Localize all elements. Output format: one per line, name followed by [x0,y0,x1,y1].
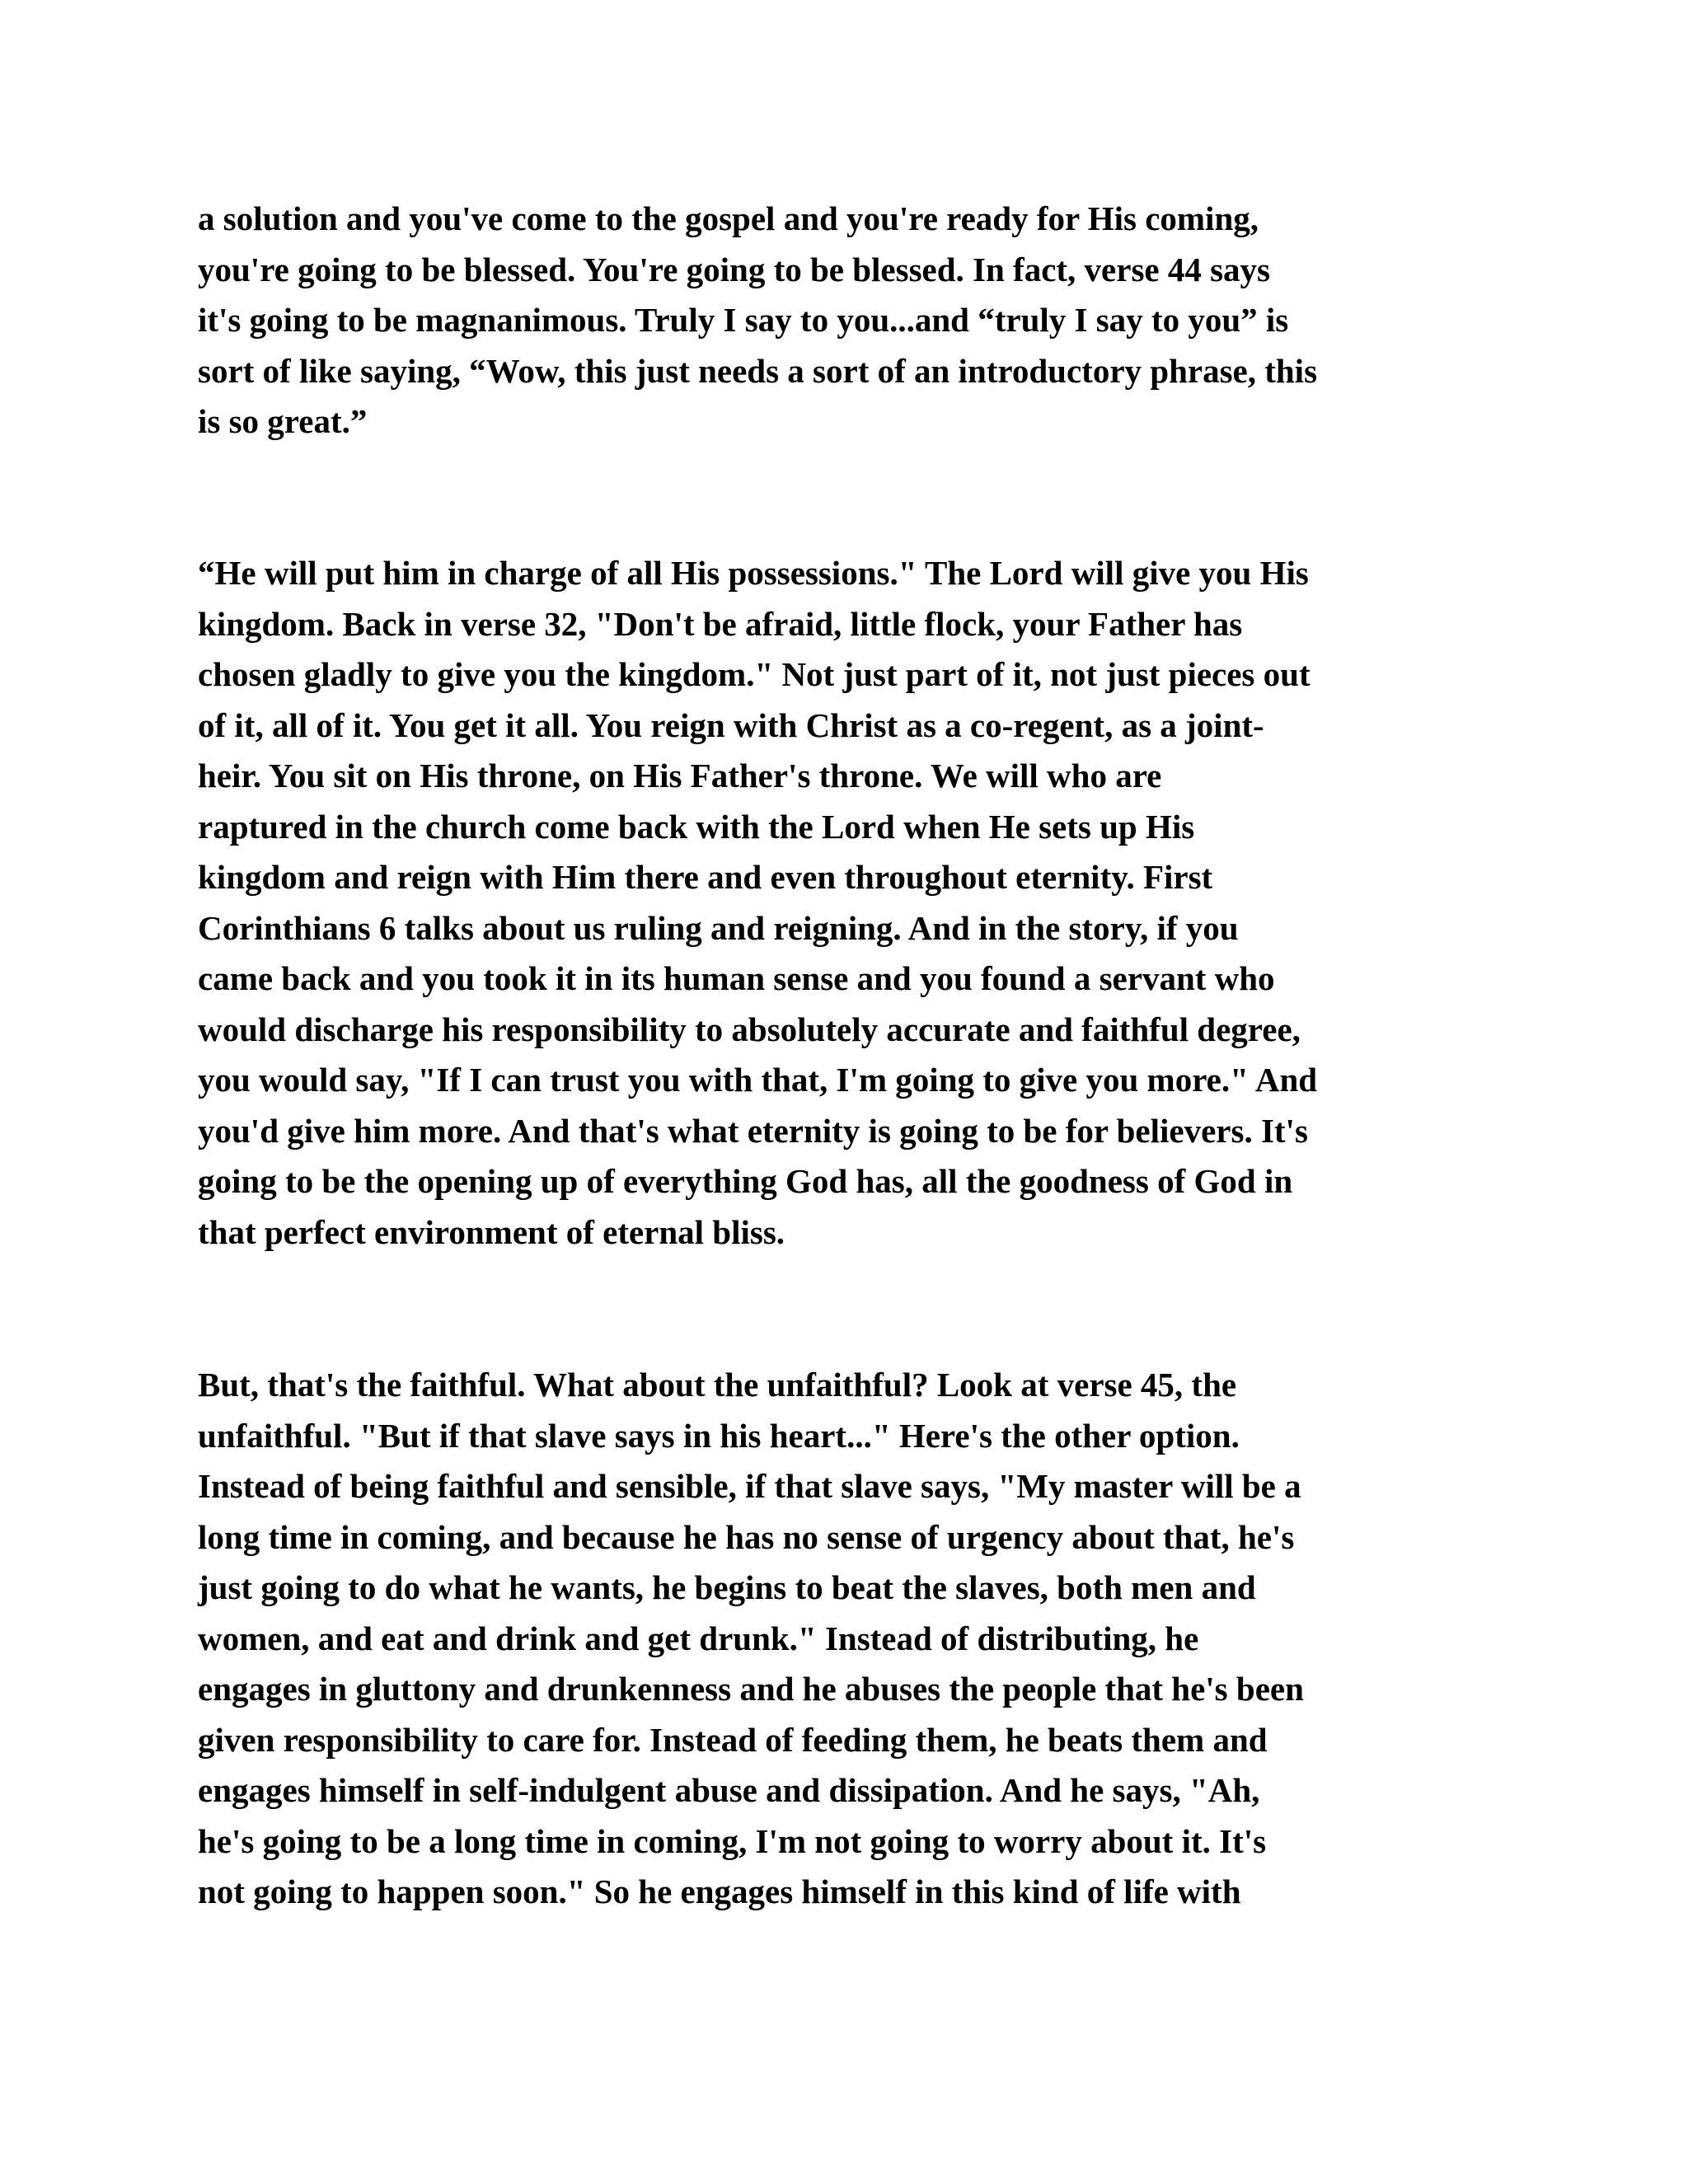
text-line: a solution and you've come to the gospel and you're ready for His coming, [198,199,1259,237]
text-line: he's going to be a long time in coming, I'm not going to worry about it. It's [198,1821,1267,1860]
text-line: But, that's the faithful. What about the unfaithful? Look at verse 45, the [198,1366,1237,1404]
text-line: you're going to be blessed. You're going to be blessed. In fact, verse 44 says [198,250,1271,288]
text-line: kingdom and reign with Him there and even throughout eternity. First [198,858,1213,896]
text-line: Corinthians 6 talks about us ruling and reigning. And in the story, if you [198,908,1239,947]
text-line: heir. You sit on His throne, on His Father's throne. We will who are [198,757,1162,794]
text-line: not going to happen soon." So he engages himself in this kind of life with [198,1872,1241,1910]
text-line: raptured in the church come back with the Lord when He sets up His [198,807,1195,846]
paragraph-3 [198,1360,1500,1918]
text-line: “He will put him in charge of all His possessions." The Lord will give you His [198,554,1309,592]
text-line: you would say, "If I can trust you with that, I'm going to give you more." And [198,1061,1318,1099]
text-line: unfaithful. "But if that slave says in his heart..." Here's the other option. [198,1416,1240,1455]
text-line: you'd give him more. And that's what eternity is going to be for believers. It's [198,1111,1308,1150]
text-line: kingdom. Back in verse 32, "Don't be afraid, little flock, your Father has [198,604,1243,643]
text-line: of it, all of it. You get it all. You reign with Christ as a co-regent, as a joint- [198,705,1264,744]
text-line: chosen gladly to give you the kingdom." Not just part of it, not just pieces out [198,655,1311,693]
text-line: sort of like saying, “Wow, this just needs a sort of an introductory phrase, this [198,351,1318,390]
text-line: engages in gluttony and drunkenness and he abuses the people that he's been [198,1670,1304,1708]
text-line: engages himself in self-indulgent abuse and dissipation. And he says, "Ah, [198,1771,1260,1809]
text-line: given responsibility to care for. Instead of feeding them, he beats them and [198,1720,1268,1759]
text-line: that perfect environment of eternal bliss. [198,1212,785,1251]
paragraph-2 [198,548,1500,1258]
text-line: Instead of being faithful and sensible, if that slave says, "My master will be a [198,1467,1301,1505]
text-line: it's going to be magnanimous. Truly I say to you...and “truly I say to you” is [198,301,1289,339]
text-line: would discharge his responsibility to absolutely accurate and faithful degree, [198,1010,1301,1048]
text-line: long time in coming, and because he has no sense of urgency about that, he's [198,1517,1295,1556]
text-line: going to be the opening up of everything God has, all the goodness of God in [198,1162,1293,1200]
text-line: women, and eat and drink and get drunk." Instead of distributing, he [198,1619,1199,1657]
text-line: came back and you took it in its human sense and you found a servant who [198,959,1275,997]
text-line: is so great.” [198,402,368,440]
paragraph-1 [198,194,1500,448]
text-line: just going to do what he wants, he begins to beat the slaves, both men and [198,1568,1256,1606]
